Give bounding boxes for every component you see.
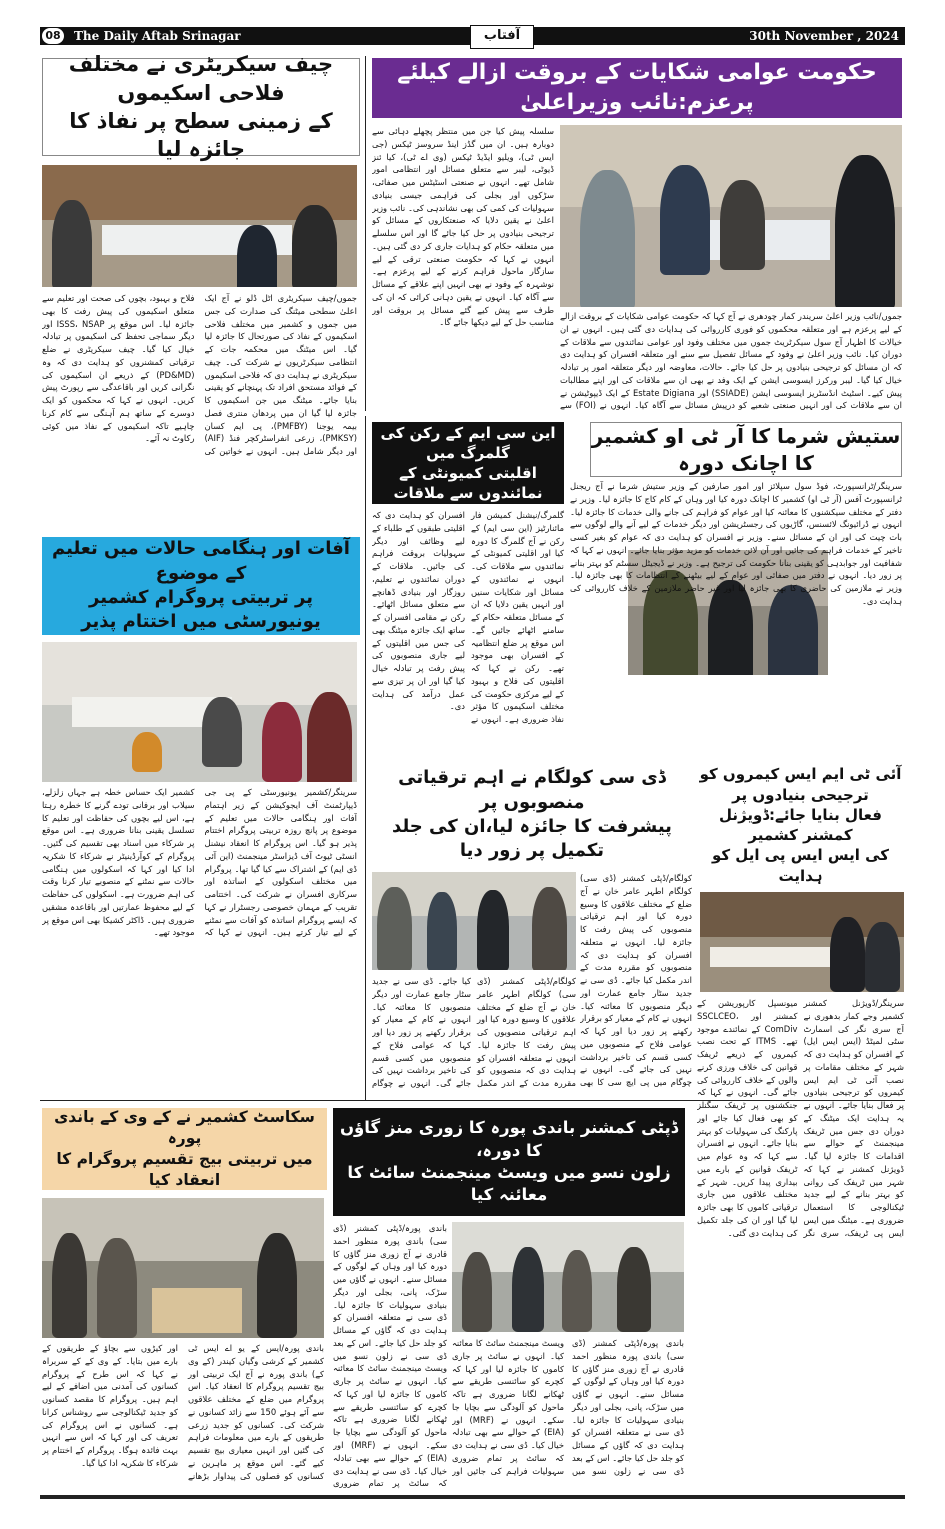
photo-kvk-seed-distribution bbox=[42, 1198, 324, 1338]
column-rule bbox=[365, 416, 366, 1101]
body-a8: باندی پورہ/ایس کے یو اے ایس ٹی کشمیر کے کرشی وگیان کیندر (کے وی کے) باندی پورہ نے آج ایک تربیتی اور بیج تقسیم پروگرام کا انعقاد کیا۔ اس پروگرام میں ضلع کے مختلف علاقوں سے آئے ہوئے 150 سے زائد کسانوں نے شرکت کی۔ کسانوں کو جدید زرعی طریقوں کے بارے میں معلومات فراہم کی گئیں اور انہیں معیاری بیج تقسیم کیے گئے۔ اس موقع پر ماہرین نے کسانوں کو فصلوں کی پیداوار بڑھانے اور کیڑوں سے بچاؤ کے طریقوں کے بارے میں بتایا۔ کے وی کے کے سربراہ نے کہا کہ اس طرح کے پروگرام کسانوں کی آمدنی میں اضافے کے لیے اہم ہیں۔ پروگرام کا مقصد کسانوں کو جدید ٹیکنالوجی سے روشناس کرانا ہے۔ کسانوں نے اس پروگرام کی تعریف کی اور کہا کہ اس سے انہیں بہت فائدہ ہوگا۔ پروگرام کے اختتام پر شرکاء کا شکریہ ادا کیا گیا۔ bbox=[42, 1343, 324, 1481]
issue-date: 30th November , 2024 bbox=[749, 29, 899, 43]
body-a7: سرینگر/ڈویژنل کمشنر کشمیر وجے کمار بدھوری نے آج سری نگر کی اسمارٹ سٹی لمیٹڈ (ایس ایس ایل) کے افسران کو ہدایت دی کہ شہر کے مختلف مقامات پر نصب آئی ٹی ایم ایس کیمروں کو ترجیحی بنیادوں پر فعال بنایا جائے۔ انہوں نے یہ ہدایت ایک میٹنگ کے دوران دی جس میں ٹریفک مینجمنٹ کے حوالے سے اقدامات کا جائزہ لیا گیا۔ ڈویژنل کمشنر نے کہا کہ شہر میں ٹریفک کی روانی کو بہتر بنانے کے لیے جدید ٹیکنالوجی کا استعمال ضروری ہے۔ میٹنگ میں ایس ایس پی ٹریفک، سری نگر میونسپل کارپوریشن کے کمشنر اور SSCLCEO، ComDiv کے نمائندے موجود تھے۔ ITMS کے تحت نصب کیمروں کے ذریعے ٹریفک قوانین کی خلاف ورزی کرنے والوں کے خلاف کارروائی کی جائے گی۔ انہوں نے کہا کہ جنکشنوں پر ٹریفک سگنلز کو بھی فعال کیا جائے اور پارکنگ کی سہولیات کو بہتر بنایا جائے۔ انہوں نے افسران سے کہا کہ وہ عوام میں ٹریفک قوانین کے بارے میں بیداری پیدا کریں۔ شہر کے مختلف علاقوں میں جاری ترقیاتی کاموں کا بھی جائزہ لیا گیا اور ان کی جلد تکمیل کی ہدایت دی گئی۔ bbox=[697, 998, 904, 1238]
photo-kashmir-university-program bbox=[42, 642, 357, 782]
masthead-logo: آفتاب bbox=[470, 25, 534, 49]
headline-a3: آفات اور ہنگامی حالات میں تعلیم کے موضوع پر تربیتی پروگرام کشمیر یونیورسٹی میں اختتام پذیر bbox=[42, 537, 360, 635]
photo-dc-kulgam-inspection bbox=[372, 872, 576, 970]
page-number: 08 bbox=[42, 28, 64, 44]
body-a4: گلمرگ/نیشنل کمیشن فار مائنارٹیز (این سی ایم) کے رکن نے آج گلمرگ کا دورہ کیا اور اقلیتی کمیونٹی کے نمائندوں سے ملاقات کی۔ انہوں نے نمائندوں کے مسائل اور شکایات سنیں اور انہیں یقین دلایا کہ ان کے مسائل متعلقہ حکام کے سامنے اٹھائے جائیں گے۔ اس موقع پر ضلع انتظامیہ کے افسران بھی موجود تھے۔ رکن نے کہا کہ اقلیتوں کی فلاح و بہبود کے لیے مرکزی حکومت کی مختلف اسکیموں کا مؤثر نفاذ ضروری ہے۔ انہوں نے افسران کو ہدایت دی کہ اقلیتی طبقوں کے طلباء کے لیے وظائف اور دیگر سہولیات بروقت فراہم کی جائیں۔ ملاقات کے دوران نمائندوں نے تعلیم، روزگار اور بنیادی ڈھانچے سے متعلق مسائل اٹھائے۔ رکن نے مقامی افسران کے ساتھ ایک جائزہ میٹنگ بھی کی جس میں اقلیتوں کے لیے جاری منصوبوں کی پیش رفت پر تبادلہ خیال کیا گیا اور ان پر تیزی سے عمل درآمد کی ہدایت دی۔ bbox=[372, 510, 564, 725]
headline-a7: آئی ٹی ایم ایس کیمروں کو ترجیحی بنیادوں پر فعال بنایا جائے:ڈویژنل کمشنر کشمیر کی ایس ایس پی ایل کو ہدایت bbox=[697, 765, 904, 885]
paper-name: The Daily Aftab Srinagar bbox=[74, 29, 241, 43]
body-a1-right: سلسلہ پیش کیا جن میں منتظر پچھلے دہائی سے دوبارہ ہیں۔ ان میں گڈز اینڈ سروسز ٹیکس (جی ایس ٹی)، ویلیو ایڈیڈ ٹیکس (وی اے ٹی)، کیا ئنز ڈیوٹی، لیبر سے متعلق مسائل اور انتظامی امور شامل تھے۔ انہوں نے صنعتی اسٹیٹس میں صفائی، سڑکوں اور بجلی کی فراہمی جیسی بنیادی سہولیات کی کمی کی بھی نشاندہی کی۔ نائب وزیر اعلیٰ نے یقین دلایا کہ صنعتکاروں کے مسائل کو ترجیحی بنیادوں پر حل کیا جائے گا اور اس سلسلے میں متعلقہ حکام کو ہدایات جاری کر دی گئی ہیں۔ انہوں نے کہا کہ حکومت صنعتی ترقی کے لیے سازگار ماحول فراہم کرنے کے لیے پرعزم ہے۔ نوشہرہ کے وفود نے بھی انہیں اپنے علاقے کے مسائل سے آگاہ کیا۔ انہوں نے یقین دہانی کرائی کہ ان کی طرف سے پیش کیے گئے مسائل پر بروقت اور مناسب حل کے لیے دیکھا جائے گا۔ bbox=[372, 126, 554, 328]
photo-divcom-meeting bbox=[700, 892, 904, 992]
body-a6-bottom: کولگام/ڈپٹی کمشنر (ڈی سی) کولگام اطہر عامر خان نے آج ضلع کے مختلف علاقوں کا وسیع دورہ کیا اور اہم ترقیاتی منصوبوں کی پیش رفت کا جائزہ لیا۔ انہوں نے متعلقہ افسران کو ہدایت دی کہ منصوبوں کو مقررہ مدت کے اندر مکمل کیا جائے۔ ڈی سی نے جدید سٹار جامع عمارت اور دیگر منصوبوں کا معائنہ کیا۔ انہوں نے کام کے معیار کو برقرار رکھنے پر زور دیا اور کہا کہ عوامی فلاح کے منصوبوں میں کسی قسم کی تاخیر برداشت نہیں کی جائے گی۔ انہوں نے چوگام bbox=[372, 976, 576, 1089]
page-header-strip bbox=[40, 27, 905, 45]
headline-a9: ڈپٹی کمشنر باندی پورہ کا زوری منز گاؤں کا دورہ، زلون نسو میں ویسٹ مینجمنٹ سائٹ کا معائنہ کیا bbox=[333, 1108, 685, 1216]
body-a6-side: کولگام/ڈپٹی کمشنر (ڈی سی) کولگام اطہر عامر خان نے آج ضلع کے مختلف علاقوں کا وسیع دورہ کیا اور اہم ترقیاتی منصوبوں کی پیش رفت کا جائزہ لیا۔ انہوں نے متعلقہ افسران کو ہدایت دی کہ منصوبوں کو مقررہ مدت کے اندر مکمل کیا جائے۔ ڈی سی نے جدید سٹار جامع عمارت اور دیگر منصوبوں کا معائنہ کیا۔ انہوں نے کام کے معیار کو برقرار رکھنے پر زور دیا اور کہا کہ عوامی فلاح کے منصوبوں میں کسی قسم کی تاخیر برداشت نہیں کی جائے گی۔ انہوں نے چوگام میں پی ایچ سی کا بھی bbox=[580, 873, 692, 1088]
body-a1-left: جموں/نائب وزیر اعلیٰ سریندر کمار چودھری نے آج کہا کہ حکومت عوامی شکایات کے بروقت ازالے کے لیے پرعزم ہے اور متعلقہ محکموں کو فوری کارروائی کی ہدایات دی گئی ہیں۔ انہوں نے ان خیالات کا اظہار آج سول سیکرٹریٹ جموں میں مختلف وفود اور عوامی نمائندوں سے ملاقات کے دوران کیا۔ نائب وزیر اعلیٰ نے وفود کے مسائل تفصیل سے سنے اور متعلقہ افسران کو ہدایت دی کہ ان مسائل کو ترجیحی بنیادوں پر حل کیا جائے۔ حالات، معاوضہ اور دیگر متعلقہ امور پر تبادلہ خیال کیا گیا۔ لیبر ورکرز ایسوسی ایشن کے ایک وفد نے بھی ان سے ملاقات کی اور اپنے مطالبات پیش کیے۔ اسٹیٹ انڈسٹریز ایسوسی ایشن (SSIADE) اور Estate Digiana کے ایک ڈیپوٹیشن نے ان سے ملاقات کی اور انہیں صنعتی شعبے کو درپیش مسائل سے آگاہ کیا۔ انہوں نے (FOI) سے bbox=[560, 311, 902, 410]
headline-a1: حکومت عوامی شکایات کے بروقت ازالے کیلئے پرعزم:نائب وزیراعلیٰ bbox=[372, 58, 902, 118]
page-bottom-rule bbox=[40, 1495, 905, 1499]
body-a2: جموں/چیف سیکریٹری اٹل ڈلو نے آج ایک اعلیٰ سطحی میٹنگ کی صدارت کی جس میں جموں و کشمیر میں مختلف فلاحی اسکیموں کے نفاذ کی صورتحال کا جائزہ لیا گیا۔ اس میٹنگ میں محکمہ جات کے انتظامی سیکرٹریوں نے شرکت کی۔ چیف سیکریٹری نے ہدایت دی کہ فلاحی اسکیموں کے فوائد مستحق افراد تک پہنچانے کو یقینی بنایا جائے۔ میٹنگ میں جن اسکیموں کا جائزہ لیا گیا ان میں پردھان منتری فصل بیمہ یوجنا (PMFBY)، پی ایم کسان (PMKSY)، زرعی انفراسٹرکچر فنڈ (AIF) اور دیگر شامل ہیں۔ انہوں نے خواتین کی فلاح و بہبود، بچوں کی صحت اور تعلیم سے متعلق اسکیموں کی پیش رفت کا بھی جائزہ لیا۔ اس موقع پر ISSS، NSAP اور دیگر سماجی تحفظ کی اسکیموں پر تبادلہ خیال کیا گیا۔ چیف سیکریٹری نے ضلع ترقیاتی کمشنروں کو ہدایت دی کہ وہ (PD&MD) کے ذریعے ان اسکیموں کی نگرانی کریں اور باقاعدگی سے رپورٹ پیش کریں۔ انہوں نے کہا کہ محکموں کو ایک دوسرے کے ساتھ ہم آہنگی سے کام کرنا چاہیے تاکہ اسکیموں کے نفاذ میں کوئی رکاوٹ نہ آئے۔ bbox=[42, 293, 357, 457]
photo-dc-bandipora-visit bbox=[452, 1222, 684, 1332]
headline-a8: سکاسٹ کشمیر نے کے وی کے باندی پورہ میں تربیتی بیج تقسیم پروگرام کا انعقاد کیا bbox=[42, 1108, 327, 1190]
body-a5: سرینگر/ٹرانسپورٹ، فوڈ سول سپلائز اور امور صارفین کے وزیر ستیش شرما نے آج ریجنل ٹرانسپورٹ آفس (آر ٹی او) کشمیر کا اچانک دورہ کیا اور وہاں کے کام کاج کا جائزہ لیا۔ وزیر نے دفتر کے مختلف سیکشنوں کا معائنہ کیا اور عوام کو فراہم کی جانے والی خدمات کا جائزہ لیا۔ انہوں نے ڈرائیونگ لائسنس، گاڑیوں کی رجسٹریشن اور دیگر خدمات کے لیے آنے والے لوگوں سے بات چیت کی اور ان کے مسائل سنے۔ وزیر نے افسران کو ہدایت دی کہ عوام کو بغیر کسی تاخیر کے خدمات فراہم کی جائیں اور آن لائن خدمات کو مزید مؤثر بنایا جائے۔ انہوں نے کہا کہ شفافیت اور جوابدہی کو یقینی بنانا حکومت کی ترجیح ہے۔ وزیر نے ڈیجیٹل سسٹم کو بہتر بنانے پر زور دیا۔ انہوں نے دفتر میں صفائی اور عوام کے لیے بیٹھنے کے انتظامات کا بھی جائزہ لیا۔ وزیر نے ملازمین کی حاضری کا بھی جائزہ لیا اور غیر حاضر ملازمین کے خلاف کارروائی کی ہدایت دی۔ bbox=[570, 481, 902, 606]
headline-a4: این سی ایم کے رکن کی گلمرگ میں اقلیتی کمیونٹی کے نمائندوں سے ملاقات bbox=[372, 422, 564, 504]
column-rule bbox=[365, 56, 366, 411]
headline-a5: ستیش شرما کا آر ٹی او کشمیر کا اچانک دورہ bbox=[590, 422, 902, 477]
headline-a2: چیف سیکریٹری نے مختلف فلاحی اسکیموں کے زمینی سطح پر نفاذ کا جائزہ لیا bbox=[42, 58, 360, 156]
body-a3: سرینگر/کشمیر یونیورسٹی کے پی جی ڈیپارٹمنٹ آف ایجوکیشن کے زیر اہتمام آفات اور ہنگامی حالات میں تعلیم کے موضوع پر پانچ روزہ تربیتی پروگرام اختتام پذیر ہو گیا۔ اس پروگرام کا انعقاد نیشنل انسٹی ٹیوٹ آف ڈیزاسٹر مینجمنٹ (این آئی ڈی ایم) کے اشتراک سے کیا گیا تھا۔ پروگرام میں مختلف اسکولوں کے اساتذہ اور سرکاری افسران نے شرکت کی۔ اختتامی تقریب کے مہمان خصوصی رجسٹرار نے کہا کہ ایسے پروگرام اساتذہ کو آفات سے نمٹنے کے لیے تیار کرتے ہیں۔ انہوں نے کہا کہ کشمیر ایک حساس خطہ ہے جہاں زلزلے، سیلاب اور برفانی تودے گرنے کا خطرہ رہتا ہے، اس لیے بچوں کی حفاظت اور تعلیم کا تسلسل یقینی بنانا ضروری ہے۔ اس موقع پر شرکاء میں اسناد بھی تقسیم کی گئیں۔ پروگرام کے کوآرڈینیٹر نے شرکاء کا شکریہ ادا کیا اور کہا کہ اسکولوں میں ہنگامی حالات سے نمٹنے کے منصوبے تیار کرنا وقت کی اہم ضرورت ہے۔ اسکولوں کی حفاظت کے لیے محفوظ عمارتیں اور باقاعدہ مشقیں ضروری ہیں۔ ڈاکٹر کشیکا بھی اس موقع پر موجود تھے۔ bbox=[42, 787, 357, 938]
photo-chief-secretary-meeting bbox=[42, 165, 357, 287]
photo-deputy-cm-meeting bbox=[560, 125, 902, 307]
headline-a6: ڈی سی کولگام نے اہم ترقیاتی منصوبوں پر پیشرفت کا جائزہ لیا،ان کی جلد تکمیل پر زور دیا bbox=[392, 767, 672, 862]
body-a9-side: باندی پورہ/ڈپٹی کمشنر (ڈی سی) باندی پورہ منظور احمد قادری نے آج زوری منز گاؤں کا دورہ کیا اور وہاں کے لوگوں کے مسائل سنے۔ انہوں نے گاؤں میں سڑک، پانی، بجلی اور دیگر بنیادی سہولیات کا جائزہ لیا۔ ڈی سی نے متعلقہ افسران کو ہدایت دی کہ گاؤں کے مسائل کو جلد حل کیا جائے۔ اس کے بعد ڈی سی نے زلون نسو میں ویسٹ مینجمنٹ سائٹ کا معائنہ کیا۔ انہوں نے سائٹ پر جاری کاموں کا جائزہ لیا اور کہا کہ کچرے کو سائنسی طریقے سے ٹھکانے لگانا ضروری ہے تاکہ ماحول کو آلودگی سے بچایا جا سکے۔ انہوں نے (MRF) اور (EIA) کے حوالے سے بھی تبادلہ خیال کیا۔ ڈی سی نے ہدایت دی کہ سائٹ پر تمام ضروری bbox=[333, 1223, 447, 1489]
body-a9-bottom: باندی پورہ/ڈپٹی کمشنر (ڈی سی) باندی پورہ منظور احمد قادری نے آج زوری منز گاؤں کا دورہ کیا اور وہاں کے لوگوں کے مسائل سنے۔ انہوں نے گاؤں میں سڑک، پانی، بجلی اور دیگر بنیادی سہولیات کا جائزہ لیا۔ ڈی سی نے متعلقہ افسران کو ہدایت دی کہ گاؤں کے مسائل کو جلد حل کیا جائے۔ اس کے بعد ڈی سی نے زلون نسو میں ویسٹ مینجمنٹ سائٹ کا معائنہ کیا۔ انہوں نے سائٹ پر جاری کاموں کا جائزہ لیا اور کہا کہ کچرے کو سائنسی طریقے سے ٹھکانے لگانا ضروری ہے تاکہ ماحول کو آلودگی سے بچایا جا سکے۔ انہوں نے (MRF) اور (EIA) کے حوالے سے بھی تبادلہ خیال کیا۔ ڈی سی نے ہدایت دی کہ سائٹ پر تمام ضروری سہولیات فراہم کی جائیں اور bbox=[452, 1338, 684, 1476]
